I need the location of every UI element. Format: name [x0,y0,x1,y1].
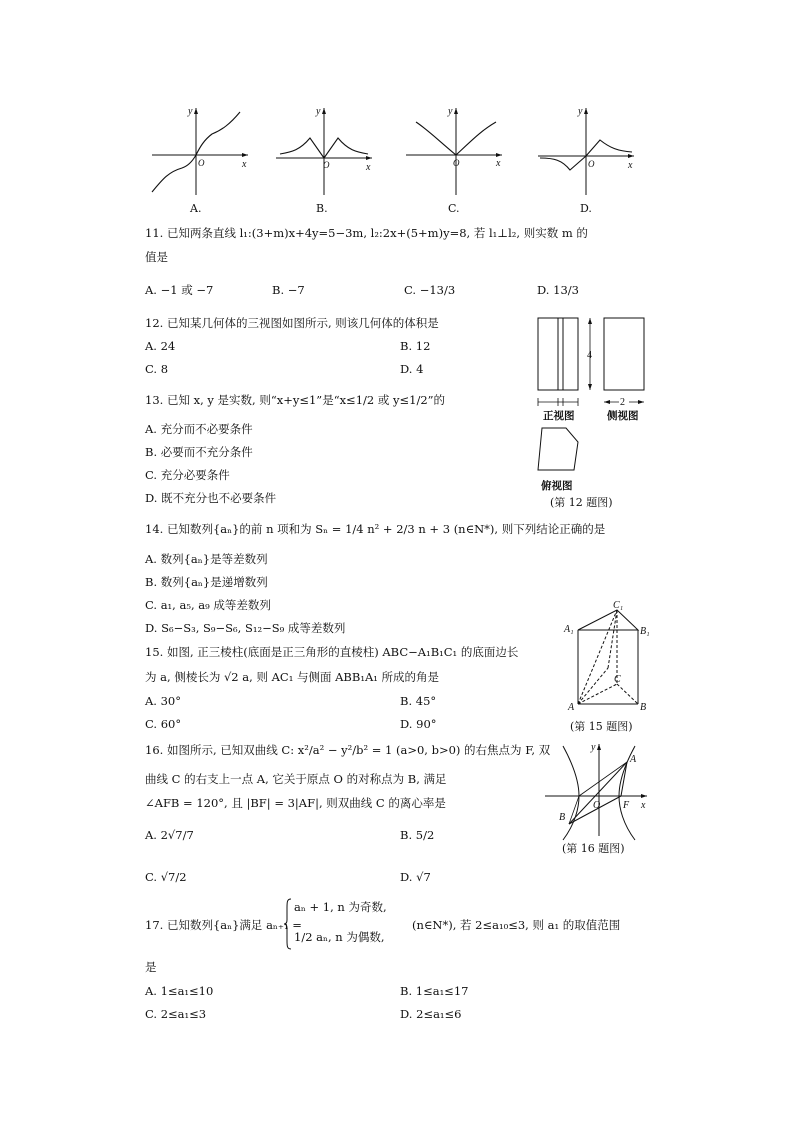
fig16-label-y: y [591,742,596,753]
q17-brace [284,898,292,950]
fig12-caption: (第 12 题图) [550,496,613,509]
graph-d-origin: O [588,159,595,169]
q17-stem-pre: 17. 已知数列{aₙ}满足 aₙ₊₁ = [145,918,302,932]
graph-d [534,100,644,200]
fig15-label-a: A [568,702,575,713]
q11-stem-2: 值是 [145,250,168,264]
fig15-prism [560,598,660,718]
fig12-front-label: 正视图 [543,410,575,422]
q16-option-c: C. √7/2 [145,870,187,884]
graph-c-label: C. [448,202,460,215]
q14-option-c: C. a₁, a₅, a₉ 成等差数列 [145,598,271,612]
fig12-top-label: 俯视图 [541,480,573,492]
q13-option-b: B. 必要而不充分条件 [145,445,253,459]
graph-d-x-label: x [628,160,633,171]
fig16-label-o: O [593,800,601,811]
graph-b [272,100,382,200]
fig12-side-label: 侧视图 [607,410,639,422]
q16-option-d: D. √7 [400,870,431,884]
q16-stem: 16. 如图所示, 已知双曲线 C: x²/a² − y²/b² = 1 (a>0, b>0) 的右焦点为 F, 双 [145,743,551,757]
q13-stem: 13. 已知 x, y 是实数, 则“x+y≤1”是“x≤1/2 或 y≤1/2”的 [145,393,446,407]
fig16-label-x: x [641,800,646,811]
q15-option-d: D. 90° [400,717,437,731]
q16-option-a: A. 2√7/7 [145,828,194,842]
fig15-label-b1: B₁ [640,626,650,637]
q17-case-2: 1/2 aₙ, n 为偶数, [294,930,385,944]
graph-d-y-label: y [578,106,583,117]
graph-d-label: D. [580,202,592,215]
q16-stem-3: ∠AFB = 120°, 且 |BF| = 3|AF|, 则双曲线 C 的离心率是 [145,796,446,810]
q12-stem: 12. 已知某几何体的三视图如图所示, 则该几何体的体积是 [145,316,439,330]
q12-option-a: A. 24 [145,339,176,353]
q15-option-c: C. 60° [145,717,182,731]
graph-b-x-label: x [366,162,371,173]
graph-a-x-label: x [242,159,247,170]
q17-option-d: D. 2≤a₁≤6 [400,1007,462,1021]
fig15-label-c: C [614,674,621,685]
q11-option-c: C. −13/3 [404,283,456,297]
q17-option-c: C. 2≤a₁≤3 [145,1007,207,1021]
fig15-label-a1: A₁ [564,624,574,635]
q12-option-b: B. 12 [400,339,431,353]
fig12-three-views [530,310,650,500]
graph-c-x-label: x [496,158,501,169]
q12-option-d: D. 4 [400,362,424,376]
fig16-label-f: F [623,800,630,811]
fig12-height-label: 4 [587,350,592,361]
q12-option-c: C. 8 [145,362,169,376]
fig16-label-b: B [559,812,566,823]
q14-option-b: B. 数列{aₙ}是递增数列 [145,575,268,589]
graph-a-label: A. [190,202,202,215]
fig15-label-c1: C₁ [613,600,624,611]
q16-stem-2: 曲线 C 的右支上一点 A, 它关于原点 O 的对称点为 B, 满足 [145,772,447,786]
graph-b-label: B. [316,202,328,215]
q15-option-a: A. 30° [145,694,181,708]
q13-option-d: D. 既不充分也不必要条件 [145,491,277,505]
q15-stem-2: 为 a, 侧棱长为 √2 a, 则 AC₁ 与侧面 ABB₁A₁ 所成的角是 [145,670,440,684]
q16-option-b: B. 5/2 [400,828,435,842]
fig15-caption: (第 15 题图) [570,720,633,733]
graph-a [148,100,258,200]
graph-b-origin: O [323,160,330,170]
q14-option-a: A. 数列{aₙ}是等差数列 [145,552,268,566]
graph-c [402,100,512,200]
fig15-label-b: B [640,702,647,713]
q17-stem-post: (n∈N*), 若 2≤a₁₀≤3, 则 a₁ 的取值范围 [412,918,621,932]
q14-option-d: D. S₆−S₃, S₉−S₆, S₁₂−S₉ 成等差数列 [145,621,346,635]
graph-c-origin: O [453,158,460,168]
fig16-hyperbola [543,740,653,840]
q11-option-a: A. −1 或 −7 [145,283,214,297]
q11-option-b: B. −7 [272,283,305,297]
fig16-caption: (第 16 题图) [562,842,625,855]
q17-option-b: B. 1≤a₁≤17 [400,984,469,998]
q15-option-b: B. 45° [400,694,437,708]
q15-stem: 15. 如图, 正三棱柱(底面是正三角形的直棱柱) ABC−A₁B₁C₁ 的底面边长 [145,645,519,659]
q14-stem: 14. 已知数列{aₙ}的前 n 项和为 Sₙ = 1/4 n² + 2/3 n + 3 (n∈N*), 则下列结论正确的是 [145,522,606,536]
fig16-label-a: A [630,754,637,765]
q17-stem-2: 是 [145,960,157,974]
graph-a-origin: O [198,158,205,168]
graph-b-y-label: y [316,106,321,117]
q13-option-a: A. 充分而不必要条件 [145,422,253,436]
q11-stem: 11. 已知两条直线 l₁:(3+m)x+4y=5−3m, l₂:2x+(5+m)y=8, 若 l₁⊥l₂, 则实数 m 的 [145,226,588,240]
graph-a-y-label: y [188,106,193,117]
graph-c-y-label: y [448,106,453,117]
q17-case-1: aₙ + 1, n 为奇数, [294,900,387,914]
q11-option-d: D. 13/3 [537,283,579,297]
q13-option-c: C. 充分必要条件 [145,468,230,482]
fig12-width-label: 2 [620,397,625,408]
q17-option-a: A. 1≤a₁≤10 [145,984,214,998]
